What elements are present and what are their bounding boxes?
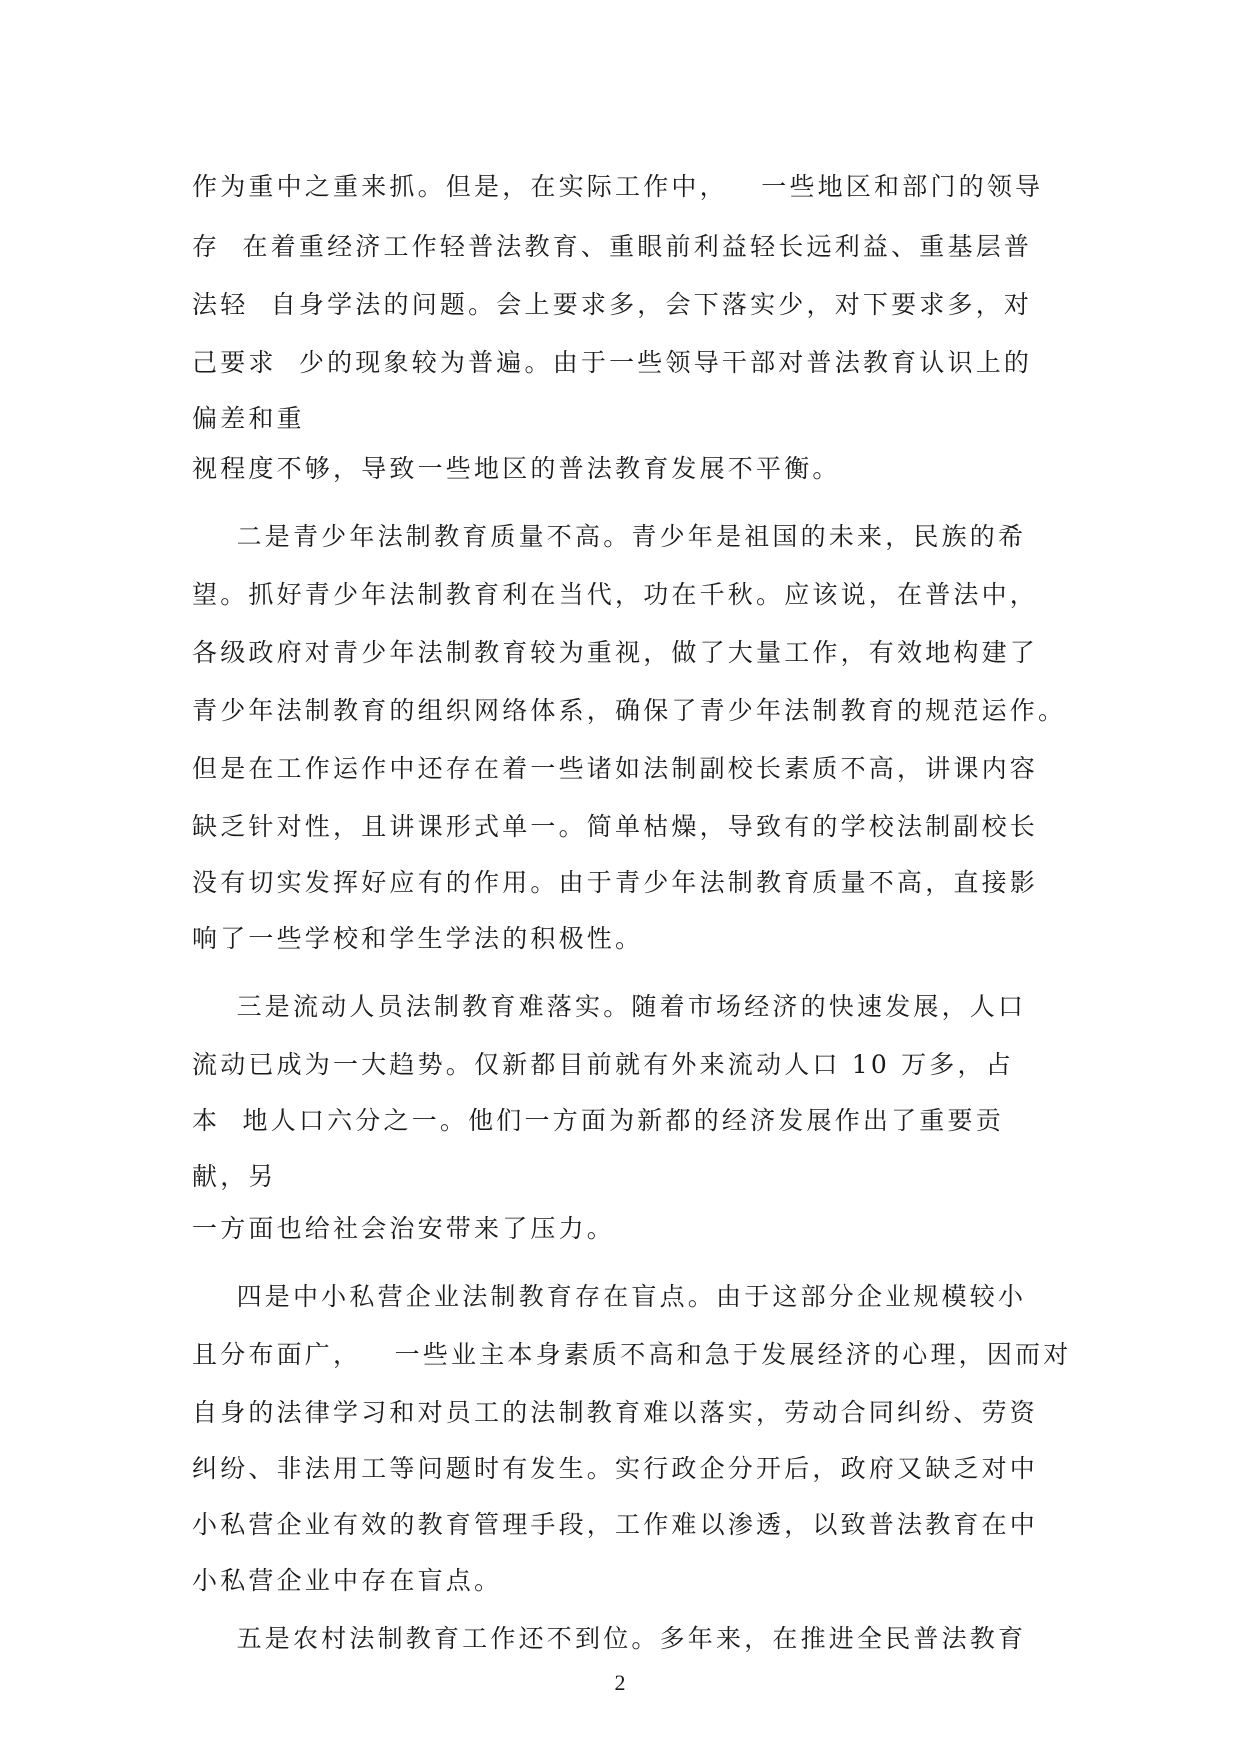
text-line: 青少年法制教育的组织网络体系，确保了青少年法制教育的规范运作。 <box>192 696 1067 725</box>
text-line: 响了一些学校和学生学法的积极性。 <box>192 924 644 953</box>
text-line: 且分布面广， 一些业主本身素质不高和急于发展经济的心理，因而对 <box>192 1340 1072 1369</box>
text-line: 法轻 自身学法的问题。会上要求多，会下落实少，对下要求多，对 <box>192 290 1033 319</box>
text-line: 视程度不够，导致一些地区的普法教育发展不平衡。 <box>192 454 841 483</box>
text-line: 献，另 <box>192 1162 277 1191</box>
text-line: 缺乏针对性，且讲课形式单一。简单枯燥，导致有的学校法制副校长 <box>192 812 1039 841</box>
text-line: 一方面也给社会治安带来了压力。 <box>192 1214 616 1243</box>
text-line: 没有切实发挥好应有的作用。由于青少年法制教育质量不高，直接影 <box>192 868 1039 897</box>
text-line: 五是农村法制教育工作还不到位。多年来，在推进全民普法教育 <box>192 1624 1027 1653</box>
text-line: 三是流动人员法制教育难落实。随着市场经济的快速发展，人口 <box>192 992 1027 1021</box>
text-line: 各级政府对青少年法制教育较为重视，做了大量工作，有效地构建了 <box>192 638 1039 667</box>
text-line: 本 地人口六分之一。他们一方面为新都的经济发展作出了重要贡 <box>192 1106 1004 1135</box>
text-line: 偏差和重 <box>192 404 305 433</box>
text-line: 作为重中之重来抓。但是，在实际工作中， 一些地区和部门的领导 <box>192 172 1044 201</box>
text-line: 流动已成为一大趋势。仅新都目前就有外来流动人口 10 万多，占 <box>192 1050 1014 1079</box>
page-number: 2 <box>614 1670 626 1695</box>
text-line: 二是青少年法制教育质量不高。青少年是祖国的未来，民族的希 <box>192 522 1027 551</box>
text-line: 四是中小私营企业法制教育存在盲点。由于这部分企业规模较小 <box>192 1282 1027 1311</box>
text-line: 己要求 少的现象较为普遍。由于一些领导干部对普法教育认识上的 <box>192 348 1033 377</box>
text-line: 小私营企业有效的教育管理手段，工作难以渗透，以致普法教育在中 <box>192 1510 1039 1539</box>
text-line: 望。抓好青少年法制教育利在当代，功在千秋。应该说，在普法中， <box>192 580 1039 609</box>
text-line: 小私营企业中存在盲点。 <box>192 1566 503 1595</box>
text-line: 但是在工作运作中还存在着一些诸如法制副校长素质不高，讲课内容 <box>192 754 1039 783</box>
text-line: 纠纷、非法用工等问题时有发生。实行政企分开后，政府又缺乏对中 <box>192 1454 1039 1483</box>
text-line: 存 在着重经济工作轻普法教育、重眼前利益轻长远利益、重基层普 <box>192 232 1033 261</box>
text-line: 自身的法律学习和对员工的法制教育难以落实，劳动合同纠纷、劳资 <box>192 1398 1039 1427</box>
